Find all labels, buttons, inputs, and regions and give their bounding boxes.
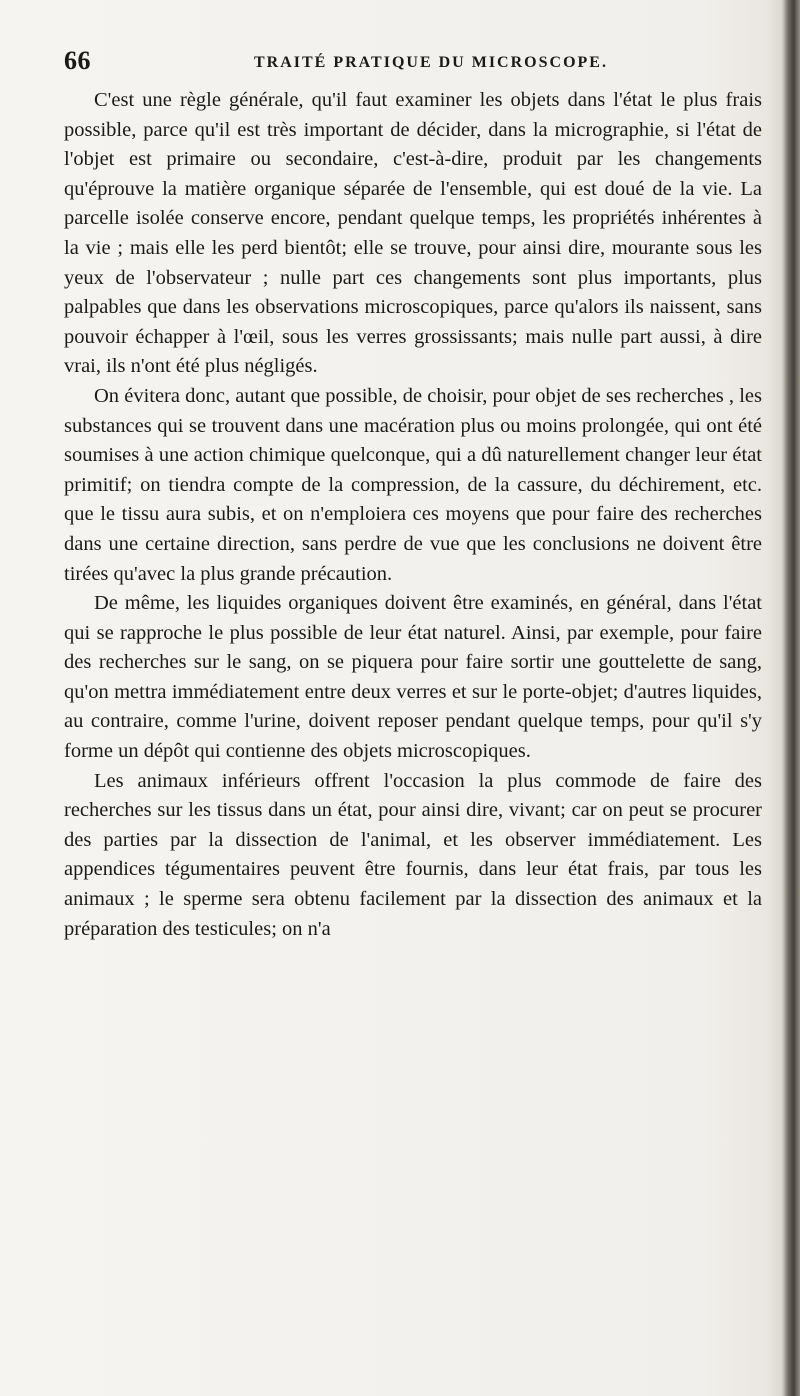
body-text: [64, 86, 762, 944]
page-header: [64, 46, 764, 86]
paragraph: Les animaux inférieurs offrent l'occasion la plus commode de faire des recherches sur les tissus dans un état, pour ainsi dire, vivant; car on peut se procurer des parties par la dissection de l'animal, et les observer immédiatement. Les appendices tégumentaires peuvent être fournis, dans leur état frais, par tous les animaux ; le sperme sera obtenu facilement par la dissection des animaux et la préparation des testicules; on n'a: [64, 769, 762, 940]
paragraph: On évitera donc, autant que possible, de choisir, pour objet de ses recherches , les substances qui se trouvent dans une macération plus ou moins prolongée, qui ont été soumises à une action chimique quelconque, qui a dû naturellement changer leur état primitif; on tiendra compte de la compression, de la cassure, du déchirement, etc. que le tissu aura subis, et on n'emploiera ces moyens que pour faire des recherches dans une certaine direction, sans perdre de vue que les conclusions ne doivent être tirées qu'avec la plus grande précaution.: [64, 384, 762, 585]
page-number: 66: [64, 46, 91, 75]
running-head: TRAITÉ PRATIQUE DU MICROSCOPE.: [254, 54, 608, 71]
book-binding-edge: [782, 0, 800, 1396]
paragraph: De même, les liquides organiques doivent être examinés, en général, dans l'état qui se rapproche le plus possible de leur état naturel. Ainsi, par exemple, pour faire des recherches sur le sang, on se piquera pour faire sortir une gouttelette de sang, qu'on mettra immédiatement entre deux verres et sur le porte-objet; d'autres liquides, au contraire, comme l'urine, doivent reposer pendant quelque temps, pour qu'il s'y forme un dépôt qui contienne des objets microscopiques.: [64, 592, 762, 763]
paragraph: C'est une règle générale, qu'il faut examiner les objets dans l'état le plus frais possible, parce qu'il est très important de décider, dans la micrographie, si l'état de l'objet est primaire ou secondaire, c'est-à-dire, produit par les changements qu'éprouve la matière organique séparée de l'ensemble, qui est doué de la vie. La parcelle isolée conserve encore, pendant quelque temps, les propriétés inhérentes à la vie ; mais elle les perd bientôt; elle se trouve, pour ainsi dire, mourante sous les yeux de l'observateur ; nulle part ces changements sont plus importants, plus palpables que dans les observations microscopiques, parce qu'alors ils naissent, sans pouvoir échapper à l'œil, sous les verres grossissants; mais nulle part aussi, à dire vrai, ils n'ont été plus négligés.: [64, 89, 762, 378]
